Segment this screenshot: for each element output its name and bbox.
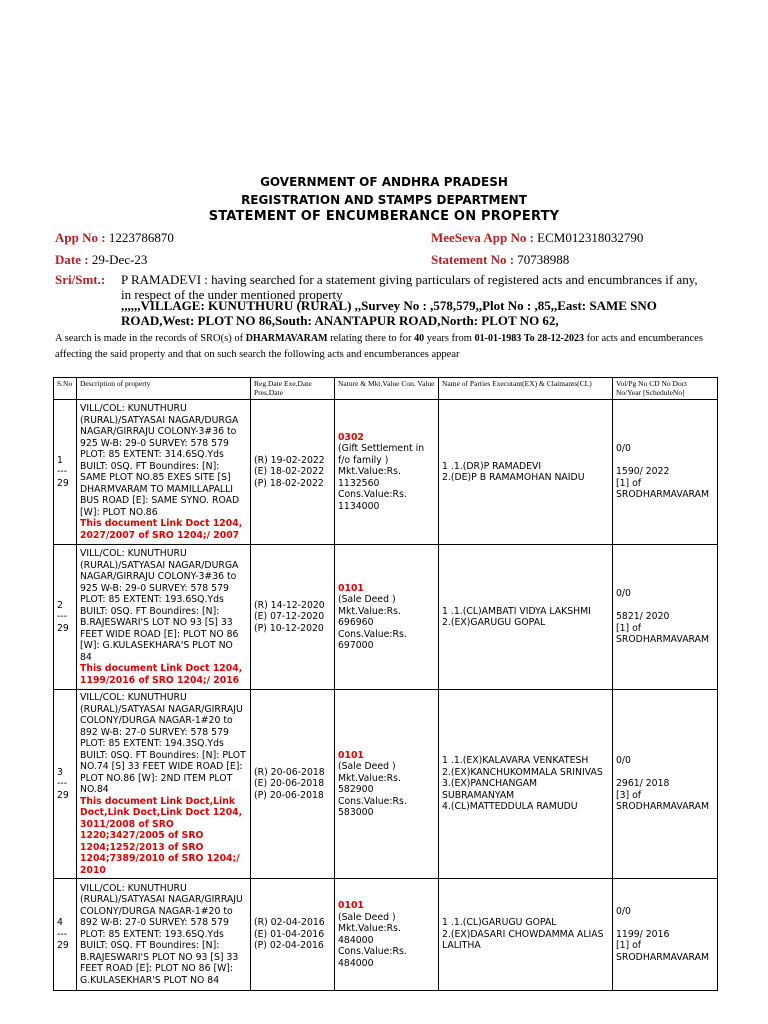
meeseva-field: [431, 230, 643, 246]
row-dates: (R) 20-06-2018 (E) 20-06-2018 (P) 20-06-2018: [251, 690, 335, 879]
table-row: [54, 545, 718, 690]
row-dates: (R) 14-12-2020 (E) 07-12-2020 (P) 10-12-2020: [251, 545, 335, 690]
col-header-nature: Nature & Mkt.Value Con. Value: [335, 378, 439, 400]
app-no-value: 1223786870: [108, 230, 174, 245]
row-parties: 1 .1.(DR)P RAMADEVI 2.(DE)P B RAMAMOHAN NAIDU: [439, 400, 613, 545]
srismt-label-wrap: [55, 272, 105, 288]
row-nature: 0302 (Gift Settlement in f/o family ) Mkt.Value:Rs. 1132560 Cons.Value:Rs. 1134000: [335, 400, 439, 545]
table-row: [54, 879, 718, 991]
row-sno: 3 --- 29: [54, 690, 77, 879]
row-link-doc: This document Link Doct,Link Doct,Link Doct,Link Doct 1204, 3011/2008 of SRO 1220;3427/2005 of SRO 1204;1252/2013 of SRO 1204;7389/2010 of SRO 1204;/ 2010: [80, 795, 243, 876]
search-years: 40: [414, 333, 425, 344]
applicant-text-2: in respect of the under mentioned property: [121, 287, 343, 302]
row-nature: 0101 (Sale Deed ) Mkt.Value:Rs. 582900 Cons.Value:Rs. 583000: [335, 690, 439, 879]
row-nature: 0101 (Sale Deed ) Mkt.Value:Rs. 484000 Cons.Value:Rs. 484000: [335, 879, 439, 991]
applicant-text-1: P RAMADEVI : having searched for a statement giving particulars of registered acts and encumbrances if any,: [121, 272, 698, 287]
row-vol: 0/0 1590/ 2022 [1] of SRODHARMAVARAM: [613, 400, 718, 545]
encumbrance-table: [53, 377, 718, 991]
department-title: REGISTRATION AND STAMPS DEPARTMENT: [241, 193, 527, 207]
government-title: GOVERNMENT OF ANDHRA PRADESH: [260, 175, 508, 189]
srismt-label: Sri/Smt.:: [55, 272, 106, 287]
row-sno: 2 --- 29: [54, 545, 77, 690]
app-no-field: [55, 230, 174, 246]
search-text-4: for acts and encumberances affecting the said property and that on such search the following acts and encumberances appear: [55, 333, 703, 360]
date-field: [55, 252, 147, 268]
row-dates: (R) 19-02-2022 (E) 18-02-2022 (P) 18-02-2022: [251, 400, 335, 545]
row-vol: 0/0 2961/ 2018 [3] of SRODHARMAVARAM: [613, 690, 718, 879]
row-sno: 4 --- 29: [54, 879, 77, 991]
row-description: VILL/COL: KUNUTHURU (RURAL)/SATYASAI NAGAR/GIRRAJU COLONY/DURGA NAGAR-1#20 to 892 W-B: 27-0 SURVEY: 578 579 PLOT: 85 EXTENT: 193.6SQ.Yds BUILT: 0SQ. FT Boundires: [N]: B.RAJESWARI'S PLOT NO 93 [S] 33 FEET ROAD [E]: PLOT NO 86 [W]: G.KULASEKHAR'S PLOT NO 84: [77, 879, 251, 991]
col-header-vol: Vol/Pg No CD No Doct No/Year [ScheduleNo]: [613, 378, 718, 400]
row-parties: 1 .1.(CL)AMBATI VIDYA LAKSHMI 2.(EX)GARUGU GOPAL: [439, 545, 613, 690]
app-no-label: App No :: [55, 230, 106, 245]
search-to: 28-12-2023: [537, 333, 584, 344]
row-link-doc: This document Link Doct 1204, 1199/2016 of SRO 1204;/ 2016: [80, 663, 243, 686]
search-text-2: relating there to for: [327, 333, 415, 344]
row-description: VILL/COL: KUNUTHURU (RURAL)/SATYASAI NAGAR/DURGA NAGAR/GIRRAJU COLONY-3#36 to 925 W-B: 29-0 SURVEY: 578 579 PLOT: 85 EXTENT: 314.6SQ.Yds BUILT: 0SQ. FT Boundires: [N]: SAME PLOT NO.85 EXES SITE [S] DHARMVARAM TO MAMILLAPALLI BUS ROAD [E]: SAME SYNO. ROAD [W]: PLOT NO.86 This document Link Doct 1204, 2027/2007 of SRO 1204;/ 2007: [77, 400, 251, 545]
table-header-row: [54, 378, 718, 400]
table-row: [54, 690, 718, 879]
row-parties: 1 .1.(CL)GARUGU GOPAL 2.(EX)DASARI CHOWDAMMA ALIAS LALITHA: [439, 879, 613, 991]
search-text-1: A search is made in the records of SRO(s) of: [55, 333, 246, 344]
row-description: VILL/COL: KUNUTHURU (RURAL)/SATYASAI NAGAR/DURGA NAGAR/GIRRAJU COLONY-3#36 to 925 W-B: 29-0 SURVEY: 578 579 PLOT: 85 EXTENT: 193.6SQ.Yds BUILT: 0SQ. FT Boundires: [N]: B.RAJESWARI'S LOT NO 93 [S] 33 FEET WIDE ROAD [E]: PLOT NO 86 [W]: G.KULASEKHARA'S PLOT NO 84 This document Link Doct 1204, 1199/2016 of SRO 1204;/ 2016: [77, 545, 251, 690]
row-vol: 0/0 5821/ 2020 [1] of SRODHARMAVARAM: [613, 545, 718, 690]
table-row: [54, 400, 718, 545]
col-header-reg-date: Reg.Date Exe.Date Pres.Date: [251, 378, 335, 400]
search-sro: DHARMAVARAM: [245, 333, 328, 344]
date-value: 29-Dec-23: [91, 252, 148, 267]
meeseva-label: MeeSeva App No :: [431, 230, 534, 245]
date-label: Date :: [55, 252, 89, 267]
row-link-doc: This document Link Doct 1204, 2027/2007 of SRO 1204;/ 2007: [80, 518, 243, 541]
row-nature: 0101 (Sale Deed ) Mkt.Value:Rs. 696960 Cons.Value:Rs. 697000: [335, 545, 439, 690]
search-to-word: To: [523, 333, 535, 344]
statement-title: STATEMENT OF ENCUMBERANCE ON PROPERTY: [208, 209, 560, 224]
search-text-3: years from: [424, 333, 475, 344]
meeseva-value: ECM012318032790: [537, 230, 644, 245]
col-header-parties: Name of Parties Executant(EX) & Claimants(CL): [439, 378, 613, 400]
row-dates: (R) 02-04-2016 (E) 01-04-2016 (P) 02-04-2016: [251, 879, 335, 991]
row-sno: 1 --- 29: [54, 400, 77, 545]
property-description: ,,,,,,VILLAGE: KUNUTHURU (RURAL) ,,Survey No : ,578,579,,Plot No : ,85,,East: SAME SNO ROAD,West: PLOT NO 86,South: ANANTAPUR ROAD,North: PLOT NO 62,: [121, 298, 657, 328]
statement-no-value: 70738988: [517, 252, 570, 267]
statement-no-label: Statement No :: [431, 252, 515, 267]
col-header-sno: S.No: [54, 378, 77, 400]
row-parties: 1 .1.(EX)KALAVARA VENKATESH 2.(EX)KANCHUKOMMALA SRINIVAS 3.(EX)PANCHANGAM SUBRAMANYAM 4.(CL)MATTEDDULA RAMUDU: [439, 690, 613, 879]
statement-no-field: [431, 252, 569, 268]
col-header-description: Description of property: [77, 378, 251, 400]
row-description: VILL/COL: KUNUTHURU (RURAL)/SATYASAI NAGAR/GIRRAJU COLONY/DURGA NAGAR-1#20 to 892 W-B: 27-0 SURVEY: 578 579 PLOT: 85 EXTENT: 194.3SQ.Yds BUILT: 0SQ. FT Boundires: [N]: PLOT NO.74 [S] 33 FEET WIDE ROAD [E]: PLOT NO.86 [W]: 2ND ITEM PLOT NO.84 This document Link Doct,Link Doct,Link Doct,Link Doct 1204, 3011/2008 of SRO 1220;3427/2005 of SRO 1204;1252/2013 of SRO 1204;7389/2010 of SRO 1204;/ 2010: [77, 690, 251, 879]
row-vol: 0/0 1199/ 2016 [1] of SRODHARMAVARAM: [613, 879, 718, 991]
search-from: 01-01-1983: [474, 333, 522, 344]
search-statement: [55, 331, 705, 363]
